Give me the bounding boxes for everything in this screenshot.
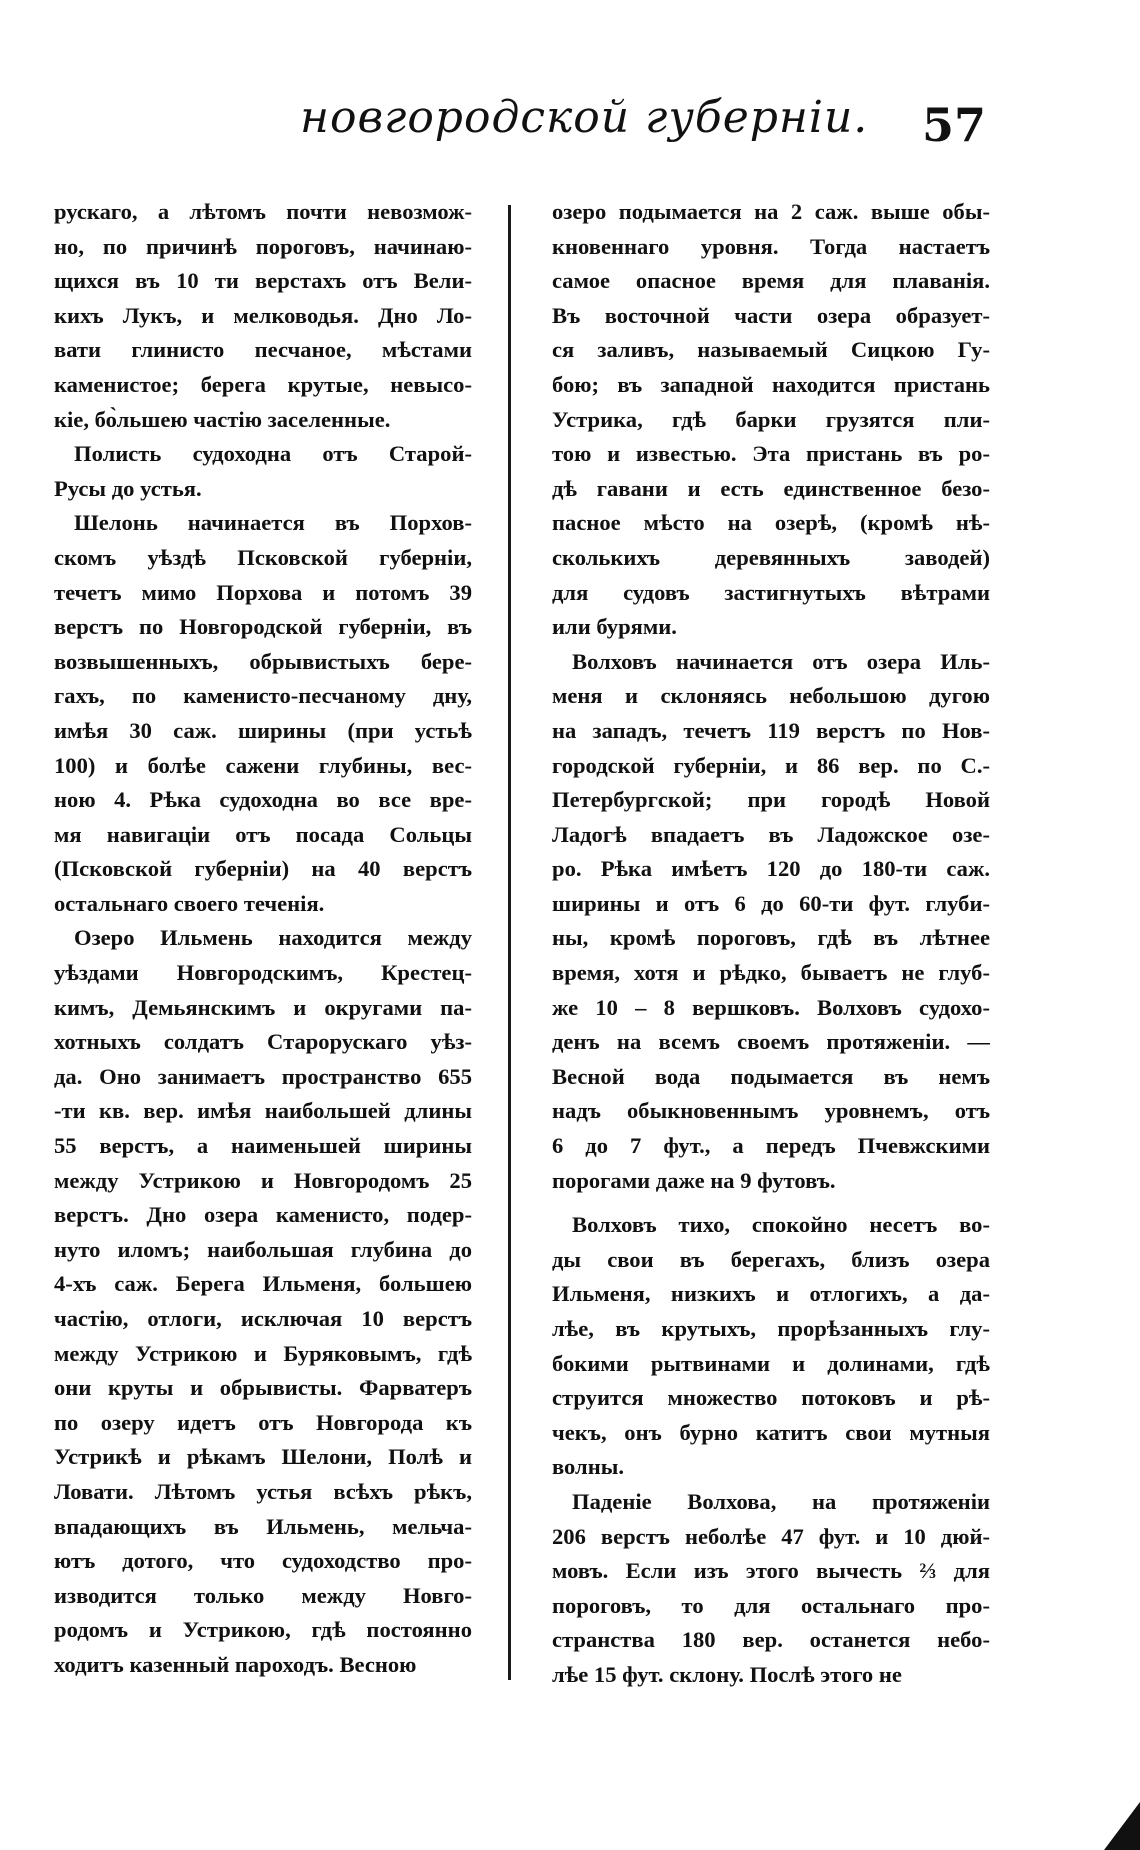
text-line: Въ восточной части озера образует- (552, 302, 990, 328)
text-line: Весной вода подымается въ немъ (552, 1063, 990, 1089)
text-line: имѣя 30 саж. ширины (при устьѣ (54, 717, 472, 743)
text-line: Полисть судоходна отъ Старой- (74, 441, 472, 467)
text-line: самое опасное время для плаванія. (552, 268, 990, 294)
text-line: скомъ уѣздѣ Псковской губерніи, (54, 544, 472, 570)
text-line: между Устрикою и Новгородомъ 25 (54, 1167, 472, 1193)
text-line: для судовъ застигнутыхъ вѣтрами (552, 579, 990, 605)
text-line: 6 до 7 фут., а передъ Пчевжскими (552, 1133, 990, 1159)
text-line: ны, кромѣ пороговъ, гдѣ въ лѣтнее (552, 925, 990, 951)
text-line: тою и известью. Эта пристань въ ро- (552, 441, 990, 467)
text-line: рускаго, а лѣтомъ почти невозмож- (54, 199, 472, 224)
text-line: хотныхъ солдатъ Старорускаго уѣз- (54, 1029, 472, 1055)
text-line: бою; въ западной находится пристань (552, 371, 990, 397)
running-head: новгородской губерніи. (300, 92, 869, 143)
text-line: или бурями. (552, 614, 677, 640)
text-line: Шелонь начинается въ Порхов- (74, 510, 472, 536)
text-line: кихъ Лукъ, и мелководья. Дно Ло- (54, 302, 472, 328)
text-line: между Устрикою и Буряковымъ, гдѣ (54, 1340, 472, 1366)
text-line: изводится только между Новго- (54, 1582, 472, 1608)
text-line: да. Оно занимаетъ пространство 655 (54, 1063, 472, 1089)
text-line: на западъ, течетъ 119 верстъ по Нов- (552, 717, 990, 743)
text-line: родомъ и Устрикою, гдѣ постоянно (54, 1617, 472, 1643)
text-line: надъ обыкновеннымъ уровнемъ, отъ (552, 1098, 990, 1124)
text-line: лѣе, въ крутыхъ, прорѣзанныхъ глу- (552, 1316, 990, 1341)
text-line: 206 верстъ неболѣе 47 фут. и 10 дюй- (552, 1523, 990, 1549)
text-line: возвышенныхъ, обрывистыхъ бере- (54, 648, 472, 674)
text-line: ширины и отъ 6 до 60-ти фут. глуби- (552, 890, 990, 916)
text-line: верстъ по Новгородской губерніи, въ (54, 614, 472, 640)
text-line: пороговъ, то для остальнаго про- (552, 1592, 990, 1618)
text-line: меня и склоняясь небольшою дугою (552, 683, 990, 709)
corner-fold-mark (1100, 1802, 1140, 1850)
text-line: лѣе 15 фут. склону. Послѣ этого не (552, 1661, 902, 1687)
text-line: кновеннаго уровня. Тогда настаетъ (552, 233, 990, 259)
right-column (552, 195, 990, 1693)
column-divider (508, 205, 511, 1680)
text-line: Русы до устья. (54, 475, 202, 501)
text-line: 4-хъ саж. Берега Ильменя, большею (54, 1271, 472, 1297)
text-line: кимъ, Демьянскимъ и округами па- (54, 994, 472, 1020)
text-line: гахъ, по каменисто-песчаному дну, (54, 683, 472, 709)
text-line: дѣ гавани и есть единственное безо- (552, 475, 990, 501)
text-line: Устрикѣ и рѣкамъ Шелони, Полѣ и (54, 1444, 472, 1470)
text-line: бокими рытвинами и долинами, гдѣ (552, 1350, 990, 1376)
text-line: порогами даже на 9 футовъ. (552, 1167, 836, 1193)
text-line: денъ на всемъ своемъ протяженіи. — (552, 1029, 990, 1055)
text-line: же 10 – 8 вершковъ. Волховъ судохо- (552, 994, 990, 1020)
text-line: мя навигаціи отъ посада Сольцы (54, 821, 472, 847)
text-line: Ладогѣ впадаетъ въ Ладожское озе- (552, 821, 990, 847)
text-line: струится множество потоковъ и рѣ- (552, 1385, 990, 1411)
text-line: Волховъ тихо, спокойно несетъ во- (572, 1212, 990, 1238)
text-line: щихся въ 10 ти верстахъ отъ Вели- (54, 268, 472, 294)
left-column (54, 195, 472, 1683)
text-line: 55 верстъ, а наименьшей ширины (54, 1133, 472, 1159)
text-line: Петербургской; при городѣ Новой (552, 787, 990, 813)
text-line: городской губерніи, и 86 вер. по С.- (552, 752, 990, 778)
text-line: -ти кв. вер. имѣя наибольшей длины (54, 1098, 472, 1124)
text-line: по озеру идетъ отъ Новгорода къ (54, 1409, 472, 1435)
text-line: каменистое; берега крутые, невысо- (54, 371, 472, 397)
text-line: течетъ мимо Порхова и потомъ 39 (54, 579, 472, 605)
text-line: ютъ дотого, что судоходство про- (54, 1548, 472, 1574)
text-line: Ильменя, низкихъ и отлогихъ, а да- (552, 1281, 990, 1307)
text-line: сколькихъ деревянныхъ заводей) (552, 544, 990, 570)
text-line: пасное мѣсто на озерѣ, (кромѣ нѣ- (552, 510, 990, 536)
text-line: озеро подымается на 2 саж. выше обы- (552, 199, 990, 224)
text-line: уѣздами Новгородскимъ, Крестец- (54, 960, 472, 986)
text-line: Паденіе Волхова, на протяженіи (572, 1488, 990, 1514)
text-line: но, по причинѣ пороговъ, начинаю- (54, 233, 472, 259)
text-line: странства 180 вер. останется небо- (552, 1627, 990, 1653)
text-line: волны. (552, 1454, 625, 1480)
text-line: Волховъ начинается отъ озера Иль- (572, 648, 990, 674)
text-line: частію, отлоги, исключая 10 верстъ (54, 1306, 472, 1331)
text-line: кіе, бо̀льшею частію заселенные. (54, 406, 391, 432)
text-line: 100) и болѣе сажени глубины, вес- (54, 752, 472, 778)
text-line: нуто иломъ; наибольшая глубина до (54, 1236, 472, 1262)
text-line: ходитъ казенный пароходъ. Весною (54, 1651, 417, 1677)
text-line: ною 4. Рѣка судоходна во все вре- (54, 787, 472, 813)
text-line: верстъ. Дно озера каменисто, подер- (54, 1202, 472, 1228)
text-line: вати глинисто песчаное, мѣстами (54, 337, 472, 363)
text-line: чекъ, онъ бурно катитъ свои мутныя (552, 1419, 990, 1445)
text-line: (Псковской губерніи) на 40 верстъ (54, 856, 472, 882)
text-line: остальнаго своего теченія. (54, 890, 325, 916)
text-line: Озеро Ильмень находится между (74, 925, 472, 951)
text-line: мовъ. Если изъ этого вычесть ⅔ для (552, 1558, 990, 1584)
page-number: 57 (922, 98, 987, 152)
text-line: время, хотя и рѣдко, бываетъ не глуб- (552, 960, 990, 986)
text-line: Ловати. Лѣтомъ устья всѣхъ рѣкъ, (54, 1478, 472, 1504)
text-line: ды свои въ берегахъ, близъ озера (552, 1246, 990, 1272)
text-line: Устрика, гдѣ барки грузятся пли- (552, 406, 990, 432)
text-line: ро. Рѣка имѣетъ 120 до 180-ти саж. (552, 856, 990, 882)
text-line: впадающихъ въ Ильмень, мельча- (54, 1513, 472, 1539)
text-line: они круты и обрывисты. Фарватеръ (54, 1375, 472, 1401)
text-line: ся заливъ, называемый Сицкою Гу- (552, 337, 990, 363)
